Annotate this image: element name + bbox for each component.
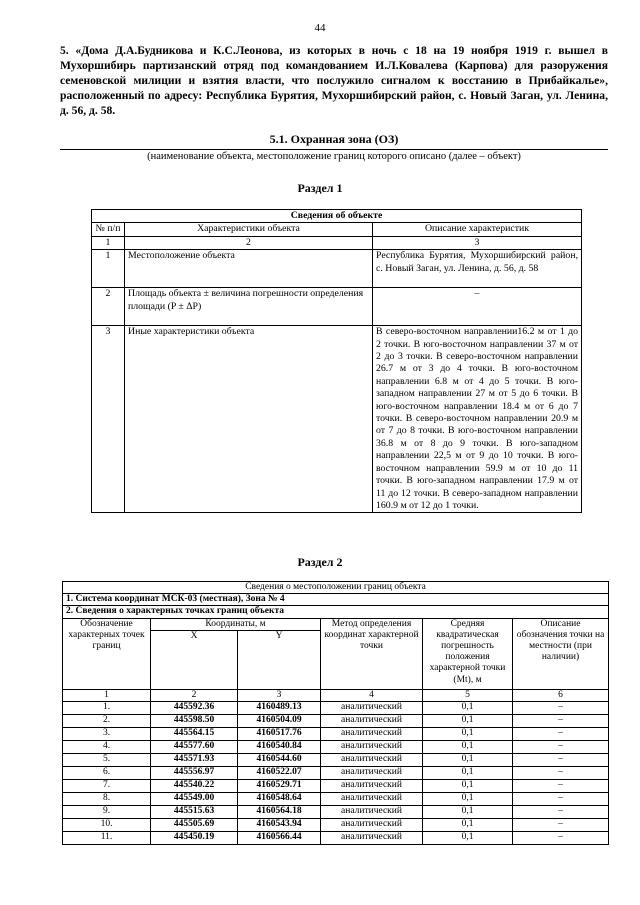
- point-y: 4160566.44: [238, 832, 321, 845]
- point-number: 8.: [63, 793, 151, 806]
- point-number: 6.: [63, 767, 151, 780]
- point-method: аналитический: [321, 767, 423, 780]
- header-characteristic: Характеристики объекта: [125, 223, 373, 236]
- row-number: 1: [92, 250, 125, 288]
- point-number: 3.: [63, 728, 151, 741]
- point-method: аналитический: [321, 806, 423, 819]
- point-y: 4160522.07: [238, 767, 321, 780]
- point-error: 0,1: [423, 754, 513, 767]
- point-error: 0,1: [423, 715, 513, 728]
- point-description: –: [513, 728, 609, 741]
- point-description: –: [513, 780, 609, 793]
- table-row: [63, 806, 609, 819]
- point-x: 445450.19: [151, 832, 238, 845]
- point-y: 4160548.64: [238, 793, 321, 806]
- point-y: 4160540.84: [238, 741, 321, 754]
- index-cell: 3: [238, 689, 321, 701]
- point-method: аналитический: [321, 741, 423, 754]
- point-description: –: [513, 754, 609, 767]
- boundary-table-title: Сведения о местоположении границ объекта: [63, 582, 609, 594]
- table-row: [63, 728, 609, 741]
- point-number: 10.: [63, 819, 151, 832]
- table-row: [63, 741, 609, 754]
- point-y: 4160489.13: [238, 702, 321, 715]
- index-cell: 2: [125, 236, 373, 249]
- zone-caption: (наименование объекта, местоположение границ которого описано (далее – объект): [147, 151, 521, 162]
- row-description: В северо-восточном направлении16.2 м от 1 до 2 точки. В юго-восточном направлении 37 м от 2 до 3 точки. В северо-восточном направлении 26.7 м от 3 до 4 точки. В юго-восточном направлении 6.8 м от 4 до 5 точки. В юго-западном направлении 27 м от 5 до 6 точки. В юго-восточном направлении 18.4 м от 6 до 7 точки. В северо-восточном направлении 20.9 м от 7 до 8 точки. В юго-восточном направлении 36.8 м от 8 до 9 точки. В юго-западном направлении 22,5 м от 9 до 10 точки. В юго-восточном направлении 59.9 м от 10 до 11 точки. В юго-западном направлении 17.9 м от 11 до 12 точки. В северо-западном направлении 160.9 м от 12 до 1 точки.: [373, 326, 582, 513]
- point-number: 4.: [63, 741, 151, 754]
- row-characteristic: Площадь объекта ± величина погрешности определения площади (P ± ΔP): [125, 288, 373, 326]
- header-coordinates: Координаты, м: [151, 618, 321, 630]
- table-row: [63, 754, 609, 767]
- point-description: –: [513, 832, 609, 845]
- point-number: 7.: [63, 780, 151, 793]
- index-cell: 1: [63, 689, 151, 701]
- point-x: 445505.69: [151, 819, 238, 832]
- point-description: –: [513, 767, 609, 780]
- point-method: аналитический: [321, 715, 423, 728]
- row-number: 3: [92, 326, 125, 513]
- points-subtitle: 2. Сведения о характерных точках границ объекта: [63, 606, 609, 618]
- row-description: Республика Бурятия, Мухоршибирский район, с. Новый Заган, ул. Ленина, д. 56, д. 58: [373, 250, 582, 288]
- point-x: 445515.63: [151, 806, 238, 819]
- header-y: Y: [238, 630, 321, 689]
- point-number: 9.: [63, 806, 151, 819]
- boundary-points-table: [62, 581, 609, 845]
- point-error: 0,1: [423, 728, 513, 741]
- point-error: 0,1: [423, 780, 513, 793]
- table-row: [92, 326, 582, 513]
- header-method: Метод определения координат характерной точки: [321, 618, 423, 689]
- point-y: 4160504.09: [238, 715, 321, 728]
- point-y: 4160564.18: [238, 806, 321, 819]
- section-2-title: Раздел 2: [297, 555, 343, 569]
- header-description: Описание характеристик: [373, 223, 582, 236]
- point-error: 0,1: [423, 741, 513, 754]
- point-method: аналитический: [321, 793, 423, 806]
- point-description: –: [513, 715, 609, 728]
- point-error: 0,1: [423, 806, 513, 819]
- zone-divider: [60, 149, 608, 150]
- header-x: X: [151, 630, 238, 689]
- point-x: 445540.22: [151, 780, 238, 793]
- table-row: [92, 288, 582, 326]
- object-table-title: Сведения об объекте: [92, 210, 582, 223]
- header-designation: Обозначение характерных точек границ: [63, 618, 151, 689]
- point-x: 445564.15: [151, 728, 238, 741]
- point-number: 5.: [63, 754, 151, 767]
- point-x: 445577.60: [151, 741, 238, 754]
- point-description: –: [513, 702, 609, 715]
- point-description: –: [513, 741, 609, 754]
- point-error: 0,1: [423, 702, 513, 715]
- point-description: –: [513, 806, 609, 819]
- object-info-table: [91, 209, 582, 513]
- point-error: 0,1: [423, 832, 513, 845]
- point-method: аналитический: [321, 702, 423, 715]
- point-number: 2.: [63, 715, 151, 728]
- table-row: [63, 702, 609, 715]
- point-x: 445556.97: [151, 767, 238, 780]
- index-cell: 1: [92, 236, 125, 249]
- point-x: 445571.93: [151, 754, 238, 767]
- header-number: № п/п: [92, 223, 125, 236]
- table-row: [63, 793, 609, 806]
- page-number: 44: [314, 22, 326, 34]
- zone-title: 5.1. Охранная зона (ОЗ): [269, 132, 399, 146]
- index-cell: 2: [151, 689, 238, 701]
- table-row: [63, 819, 609, 832]
- point-y: 4160517.76: [238, 728, 321, 741]
- point-number: 1.: [63, 702, 151, 715]
- point-y: 4160529.71: [238, 780, 321, 793]
- header-point-description: Описание обозначения точки на местности (при наличии): [513, 618, 609, 689]
- point-method: аналитический: [321, 754, 423, 767]
- table-row: [92, 250, 582, 288]
- point-y: 4160544.60: [238, 754, 321, 767]
- index-cell: 3: [373, 236, 582, 249]
- point-method: аналитический: [321, 728, 423, 741]
- table-row: [63, 780, 609, 793]
- point-error: 0,1: [423, 793, 513, 806]
- point-x: 445598.50: [151, 715, 238, 728]
- point-x: 445549.00: [151, 793, 238, 806]
- point-x: 445592.36: [151, 702, 238, 715]
- index-cell: 6: [513, 689, 609, 701]
- row-description: –: [373, 288, 582, 326]
- row-number: 2: [92, 288, 125, 326]
- point-number: 11.: [63, 832, 151, 845]
- header-error: Средняя квадратическая погрешность положения характерной точки (Mt), м: [423, 618, 513, 689]
- coordinate-system: 1. Система координат МСК-03 (местная), Зона № 4: [63, 594, 609, 606]
- table-row: [63, 715, 609, 728]
- object-heading: 5. «Дома Д.А.Будникова и К.С.Леонова, из которых в ночь с 18 на 19 ноября 1919 г. вышел в Мухоршибирь партизанский отряд под командованием И.Л.Ковалева (Карпова) для разоружения семеновской милиции и взятия власти, что послужило сигналом к восстанию в Прибайкалье», расположенный по адресу: Республика Бурятия, Мухоршибирский район, с. Новый Заган, ул. Ленина, д. 56, д. 58.: [60, 44, 608, 117]
- index-cell: 4: [321, 689, 423, 701]
- point-description: –: [513, 819, 609, 832]
- point-method: аналитический: [321, 780, 423, 793]
- point-error: 0,1: [423, 767, 513, 780]
- table-row: [63, 767, 609, 780]
- section-1-title: Раздел 1: [297, 181, 343, 195]
- point-y: 4160543.94: [238, 819, 321, 832]
- point-method: аналитический: [321, 819, 423, 832]
- index-cell: 5: [423, 689, 513, 701]
- row-characteristic: Местоположение объекта: [125, 250, 373, 288]
- point-description: –: [513, 793, 609, 806]
- table-row: [63, 832, 609, 845]
- point-method: аналитический: [321, 832, 423, 845]
- point-error: 0,1: [423, 819, 513, 832]
- row-characteristic: Иные характеристики объекта: [125, 326, 373, 513]
